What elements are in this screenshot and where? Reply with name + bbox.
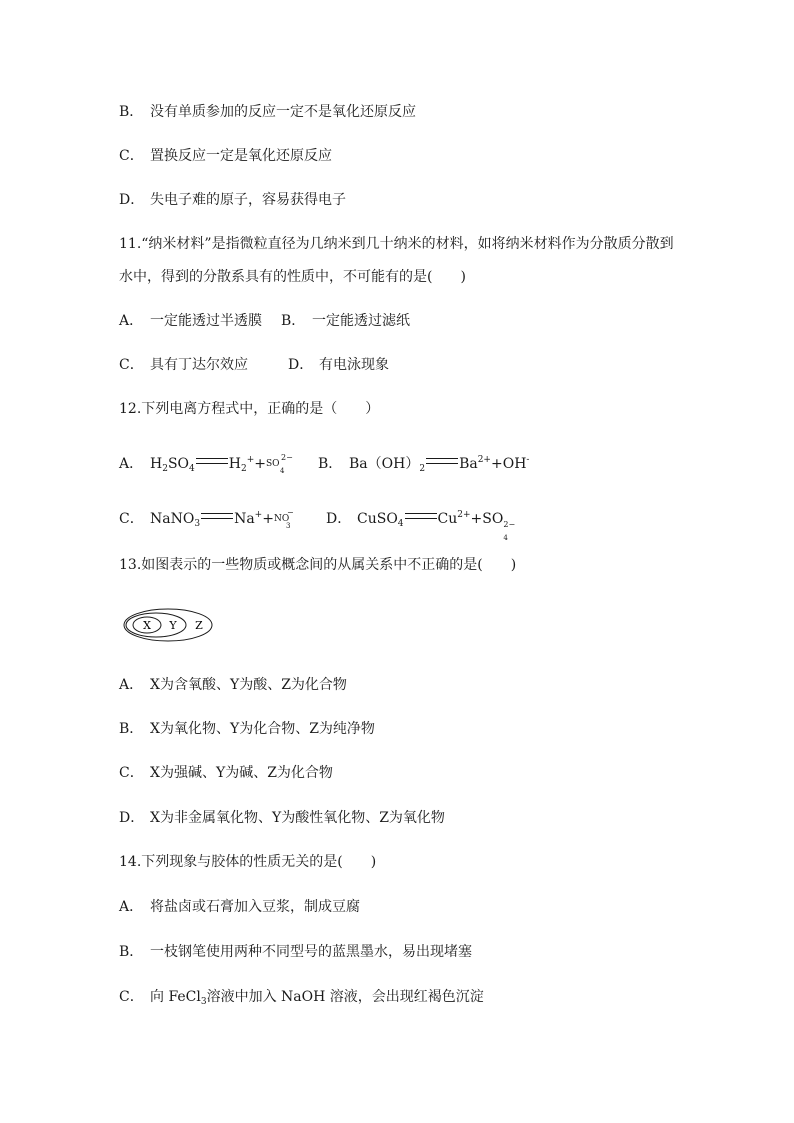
- stem-paren: ）: [365, 401, 380, 417]
- q12-option-b: [318, 450, 529, 479]
- option-text: 有电泳现象: [319, 357, 389, 373]
- stem-text: 13.如图表示的一些物质或概念间的从属关系中不正确的是(: [119, 557, 483, 573]
- subscript: 2: [240, 464, 247, 474]
- option-text-post: 溶液中加入 NaOH 溶液，会出现红褐色沉淀: [206, 989, 484, 1005]
- ion-subscript: 4: [280, 467, 285, 475]
- equation-arrow: [201, 513, 233, 519]
- q13-stem: [119, 555, 516, 575]
- q12-stem: [119, 399, 379, 419]
- superscript: +: [254, 510, 263, 520]
- option-text-pre: 向 FeCl: [150, 989, 201, 1005]
- q13-option-b: [119, 719, 375, 739]
- sulfate-ion: [266, 453, 293, 475]
- option-label: A．: [119, 313, 144, 329]
- subscript: 3: [194, 519, 201, 529]
- option-label: B．: [119, 721, 144, 737]
- plus-sign: +: [254, 456, 266, 472]
- set-y-ellipse: [126, 613, 186, 637]
- option-label: C．: [119, 148, 144, 164]
- option-label: A．: [119, 677, 144, 693]
- option-label: C．: [119, 511, 144, 527]
- ion-subscript: 3: [285, 522, 291, 530]
- option-text: 一定能透过半透膜: [150, 313, 262, 329]
- option-text: X为强碱、Y为碱、Z为化合物: [150, 765, 333, 781]
- option-label: C．: [119, 989, 144, 1005]
- formula-cu: Cu: [437, 511, 458, 527]
- formula-nano3: NaNO: [150, 511, 195, 527]
- option-text: X为含氧酸、Y为酸、Z为化合物: [150, 677, 347, 693]
- stem-paren: ): [510, 557, 517, 573]
- option-label: B．: [119, 104, 144, 120]
- ion-symbol: NO: [273, 514, 290, 524]
- subscript: 4: [397, 519, 404, 529]
- nested-set-diagram: [121, 606, 217, 644]
- option-text: X为氧化物、Y为化合物、Z为纯净物: [150, 721, 375, 737]
- q10-option-b: [119, 102, 416, 122]
- subscript: 4: [189, 464, 195, 474]
- option-label: D．: [119, 192, 145, 208]
- option-label: D．: [326, 511, 352, 527]
- subscript: 2: [419, 464, 426, 474]
- stem-paren: ): [460, 269, 466, 285]
- option-text: X为非金属氧化物、Y为酸性氧化物、Z为氧化物: [150, 810, 445, 826]
- option-text: 一枝钢笔使用两种不同型号的蓝黑墨水，易出现堵塞: [150, 944, 472, 960]
- formula-so: SO: [167, 456, 190, 472]
- set-z-label: Z: [195, 619, 203, 632]
- option-label: C．: [119, 357, 144, 373]
- option-text: 置换反应一定是氧化还原反应: [150, 148, 332, 164]
- option-label: B．: [281, 313, 306, 329]
- option-label: D．: [119, 810, 145, 826]
- set-y-label: Y: [169, 619, 177, 632]
- plus-sign: +: [262, 511, 274, 527]
- formula-oh: +OH: [490, 456, 527, 472]
- equation-arrow: [196, 458, 228, 464]
- set-x-label: X: [143, 619, 151, 632]
- formula-h: H: [150, 456, 163, 472]
- q11-stem-line1: 11.“纳米材料”是指微粒直径为几纳米到几十纳米的材料，如将纳米材料作为分散质分散到: [119, 236, 674, 252]
- q10-option-c: [119, 146, 332, 166]
- option-label: D．: [288, 357, 314, 373]
- q10-option-d: [119, 190, 346, 210]
- ion-subscript: 4: [503, 534, 508, 542]
- q13-option-c: [119, 763, 333, 783]
- option-text: 没有单质参加的反应一定不是氧化还原反应: [150, 104, 416, 120]
- q12-option-a: [119, 450, 293, 479]
- option-label: A．: [119, 456, 144, 472]
- q14-stem: [119, 852, 376, 872]
- option-label: B．: [119, 944, 144, 960]
- superscript: 2+: [457, 510, 471, 520]
- stem-text: 12.下列电离方程式中，正确的是（: [119, 401, 338, 417]
- ion-symbol: SO: [266, 459, 280, 469]
- q13-option-d: [119, 808, 445, 828]
- stem-text: 14.下列现象与胶体的性质无关的是(: [119, 854, 343, 870]
- q14-option-b: [119, 942, 472, 962]
- subscript: 3: [200, 997, 207, 1007]
- q14-option-c: [119, 987, 484, 1012]
- formula-base: Ba（OH）: [349, 456, 420, 472]
- q11-options-ab: [119, 311, 410, 331]
- superscript: +: [246, 455, 255, 465]
- formula-so4: +SO: [470, 511, 504, 527]
- ion-charge: 2−: [281, 453, 293, 462]
- ion-charge: 2−: [503, 520, 516, 529]
- equation-arrow: [426, 458, 458, 464]
- option-text: 失电子难的原子，容易获得电子: [150, 192, 346, 208]
- option-text: 将盐卤或石膏加入豆浆，制成豆腐: [150, 899, 360, 915]
- q11-options-cd: [119, 355, 389, 375]
- superscript: -: [526, 455, 530, 465]
- nitrate-ion: [273, 508, 294, 530]
- option-label: A．: [119, 899, 144, 915]
- q14-option-a: [119, 897, 360, 917]
- q12-option-c: [119, 505, 294, 534]
- formula-h: H: [228, 456, 241, 472]
- option-label: B．: [318, 456, 343, 472]
- option-label: C．: [119, 765, 144, 781]
- formula-ba: Ba: [459, 456, 478, 472]
- q13-option-a: [119, 675, 347, 695]
- stem-text: 水中，得到的分散系具有的性质中，不可能有的是(: [119, 269, 433, 285]
- formula-na: Na: [234, 511, 255, 527]
- option-text: 具有丁达尔效应: [150, 357, 248, 373]
- ion-charge: −: [286, 508, 294, 517]
- stem-paren: ): [370, 854, 377, 870]
- q12-option-d: [326, 505, 516, 542]
- equation-arrow: [405, 513, 437, 519]
- q11-stem-line2: [119, 267, 466, 287]
- formula-cuso4: CuSO: [357, 511, 398, 527]
- superscript: 2+: [477, 455, 491, 465]
- subscript: 2: [162, 464, 168, 474]
- option-text: 一定能透过滤纸: [312, 313, 410, 329]
